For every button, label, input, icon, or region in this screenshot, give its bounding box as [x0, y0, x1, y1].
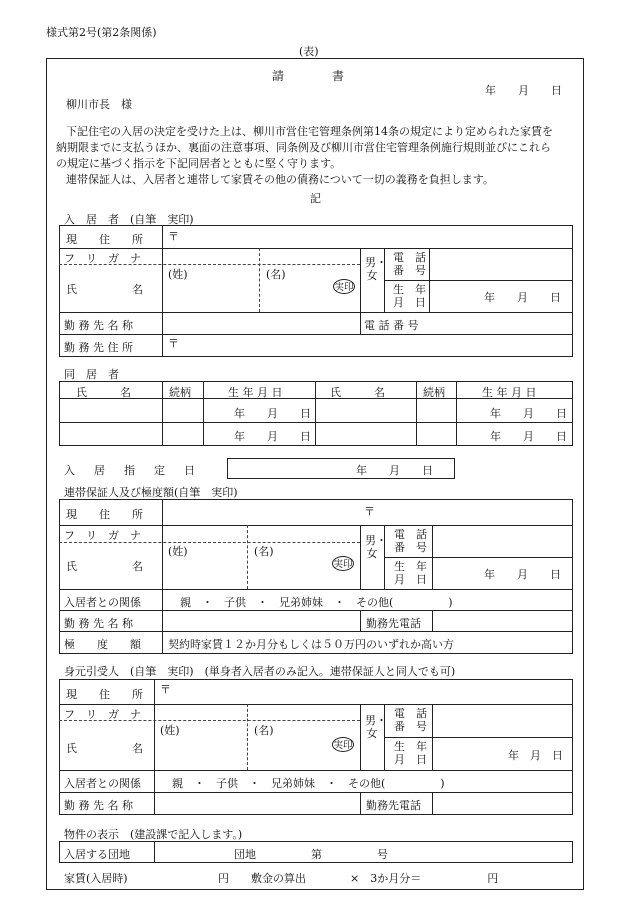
household-header-name-2: 氏 名	[330, 386, 385, 399]
property-complex-label: 入居する団地	[64, 848, 130, 861]
household-header-birth-1: 生 年 月 日	[228, 386, 283, 399]
applicant-furigana-label: フ リ ガ ナ	[64, 252, 141, 265]
form-number: 様式第2号(第2条関係)	[46, 26, 157, 39]
property-section-title: 物件の表示 (建設課で記入します。)	[64, 828, 243, 841]
property-complex-value: 団地 第 号	[234, 848, 388, 861]
addressee: 柳川市長 様	[66, 98, 132, 111]
reference-birth-label: 生 年 月 日	[394, 740, 427, 766]
applicant-postal: 〒	[168, 230, 179, 243]
guarantor-work-phone-label: 勤務先電話	[366, 617, 421, 630]
declaration-line-4: 連帯保証人は、入居者と連帯して家賃その他の債務について一切の義務を負担します。	[66, 173, 494, 186]
guarantor-seal-mark: 実印	[332, 556, 354, 571]
household-row-2-left-date: 年 月 日	[234, 430, 311, 443]
applicant-birth-value: 年 月 日	[484, 291, 561, 304]
household-row-1-right-date: 年 月 日	[490, 407, 567, 420]
ki-label: 記	[310, 192, 321, 205]
reference-relation-label: 入居者との関係	[64, 777, 141, 790]
reference-section-title: 身元引受人 (自筆 実印) (単身者入居者のみ記入。連帯保証人と同人でも可)	[64, 665, 456, 678]
guarantor-birth-value: 年 月 日	[484, 568, 561, 581]
guarantor-gender: 男・女	[365, 534, 387, 560]
guarantor-limit-label: 極 度 額	[64, 638, 141, 651]
household-row-1-left-date: 年 月 日	[234, 407, 311, 420]
applicant-seal-mark: 実印	[333, 279, 355, 294]
doc-date: 年 月 日	[485, 84, 562, 97]
guarantor-given-name: (名)	[254, 545, 274, 558]
doc-title: 請 書	[272, 69, 345, 83]
move-in-value: 年 月 日	[356, 464, 433, 477]
declaration-line-3: の規定に基づく指示を下記同居者とともに堅く守ります。	[56, 157, 342, 170]
reference-furigana-label: フ リ ガ ナ	[64, 708, 141, 721]
household-header-name-1: 氏 名	[76, 386, 131, 399]
reference-relation-options: 親 ・ 子供 ・ 兄弟姉妹 ・ その他( )	[172, 777, 445, 790]
declaration-line-1: 下記住宅の入居の決定を受けた上は、柳川市営住宅管理条例第14条の規定により定められた家賃を	[66, 125, 553, 138]
move-in-label: 入 居 指 定 日	[64, 464, 199, 477]
reference-seal-mark: 実印	[332, 737, 354, 752]
guarantor-section-title: 連帯保証人及び極度額(自筆 実印)	[64, 486, 238, 499]
reference-workplace-label: 勤 務 先 名 称	[64, 799, 133, 812]
guarantor-phone-label: 電 話 番 号	[394, 528, 427, 554]
declaration-paragraph	[56, 124, 586, 188]
applicant-phone-label: 電 話 番 号	[393, 251, 426, 277]
reference-gender: 男・女	[365, 714, 387, 740]
property-rent-label: 家賃(入居時)	[64, 872, 128, 885]
applicant-work-phone-label: 電 話 番 号	[364, 319, 419, 332]
applicant-workplace-label: 勤 務 先 名 称	[64, 319, 133, 332]
guarantor-relation-options: 親 ・ 子供 ・ 兄弟姉妹 ・ その他( )	[180, 596, 453, 609]
applicant-surname: (姓)	[168, 268, 188, 281]
guarantor-address-label: 現 住 所	[66, 508, 143, 521]
reference-address-label: 現 住 所	[66, 688, 143, 701]
reference-postal: 〒	[160, 683, 171, 696]
applicant-section-title: 入 居 者 (自筆 実印)	[64, 213, 194, 226]
applicant-address-label: 現 住 所	[66, 233, 143, 246]
household-row-2-right-date: 年 月 日	[490, 430, 567, 443]
declaration-line-2: 納期限までに支払うほか、裏面の注意事項、同条例及び柳川市営住宅管理条例施行規則並びにこれら	[56, 141, 551, 154]
guarantor-relation-label: 入居者との関係	[64, 596, 141, 609]
applicant-gender: 男・女	[365, 256, 387, 282]
guarantor-workplace-label: 勤 務 先 名 称	[64, 617, 133, 630]
guarantor-limit-value: 契約時家賃１２か月分もしくは５０万円のいずれか高い方	[168, 638, 454, 651]
reference-work-phone-label: 勤務先電話	[366, 799, 421, 812]
guarantor-birth-label: 生 年 月 日	[394, 560, 427, 586]
applicant-given-name: (名)	[266, 268, 286, 281]
applicant-workplace-postal: 〒	[168, 337, 179, 350]
reference-name-label: 氏 名	[66, 742, 143, 755]
guarantor-furigana-label: フ リ ガ ナ	[64, 529, 141, 542]
reference-birth-value: 年 月 日	[508, 749, 563, 762]
side-label: (表)	[299, 45, 319, 58]
applicant-birth-label: 生 年 月 日	[393, 283, 426, 309]
guarantor-postal: 〒	[364, 505, 375, 518]
applicant-workplace-address-label: 勤 務 先 住 所	[64, 341, 133, 354]
guarantor-surname: (姓)	[168, 545, 188, 558]
property-rent-value: 円 敷金の算出 × 3か月分＝ 円	[218, 872, 499, 885]
household-header-birth-2: 生 年 月 日	[482, 386, 537, 399]
household-header-relation-1: 続柄	[169, 386, 191, 399]
applicant-name-label: 氏 名	[66, 283, 143, 296]
household-section-title: 同 居 者	[64, 368, 119, 381]
reference-surname: (姓)	[160, 724, 180, 737]
reference-phone-label: 電 話 番 号	[394, 707, 427, 733]
guarantor-name-label: 氏 名	[66, 560, 143, 573]
reference-given-name: (名)	[254, 724, 274, 737]
household-header-relation-2: 続柄	[423, 386, 445, 399]
